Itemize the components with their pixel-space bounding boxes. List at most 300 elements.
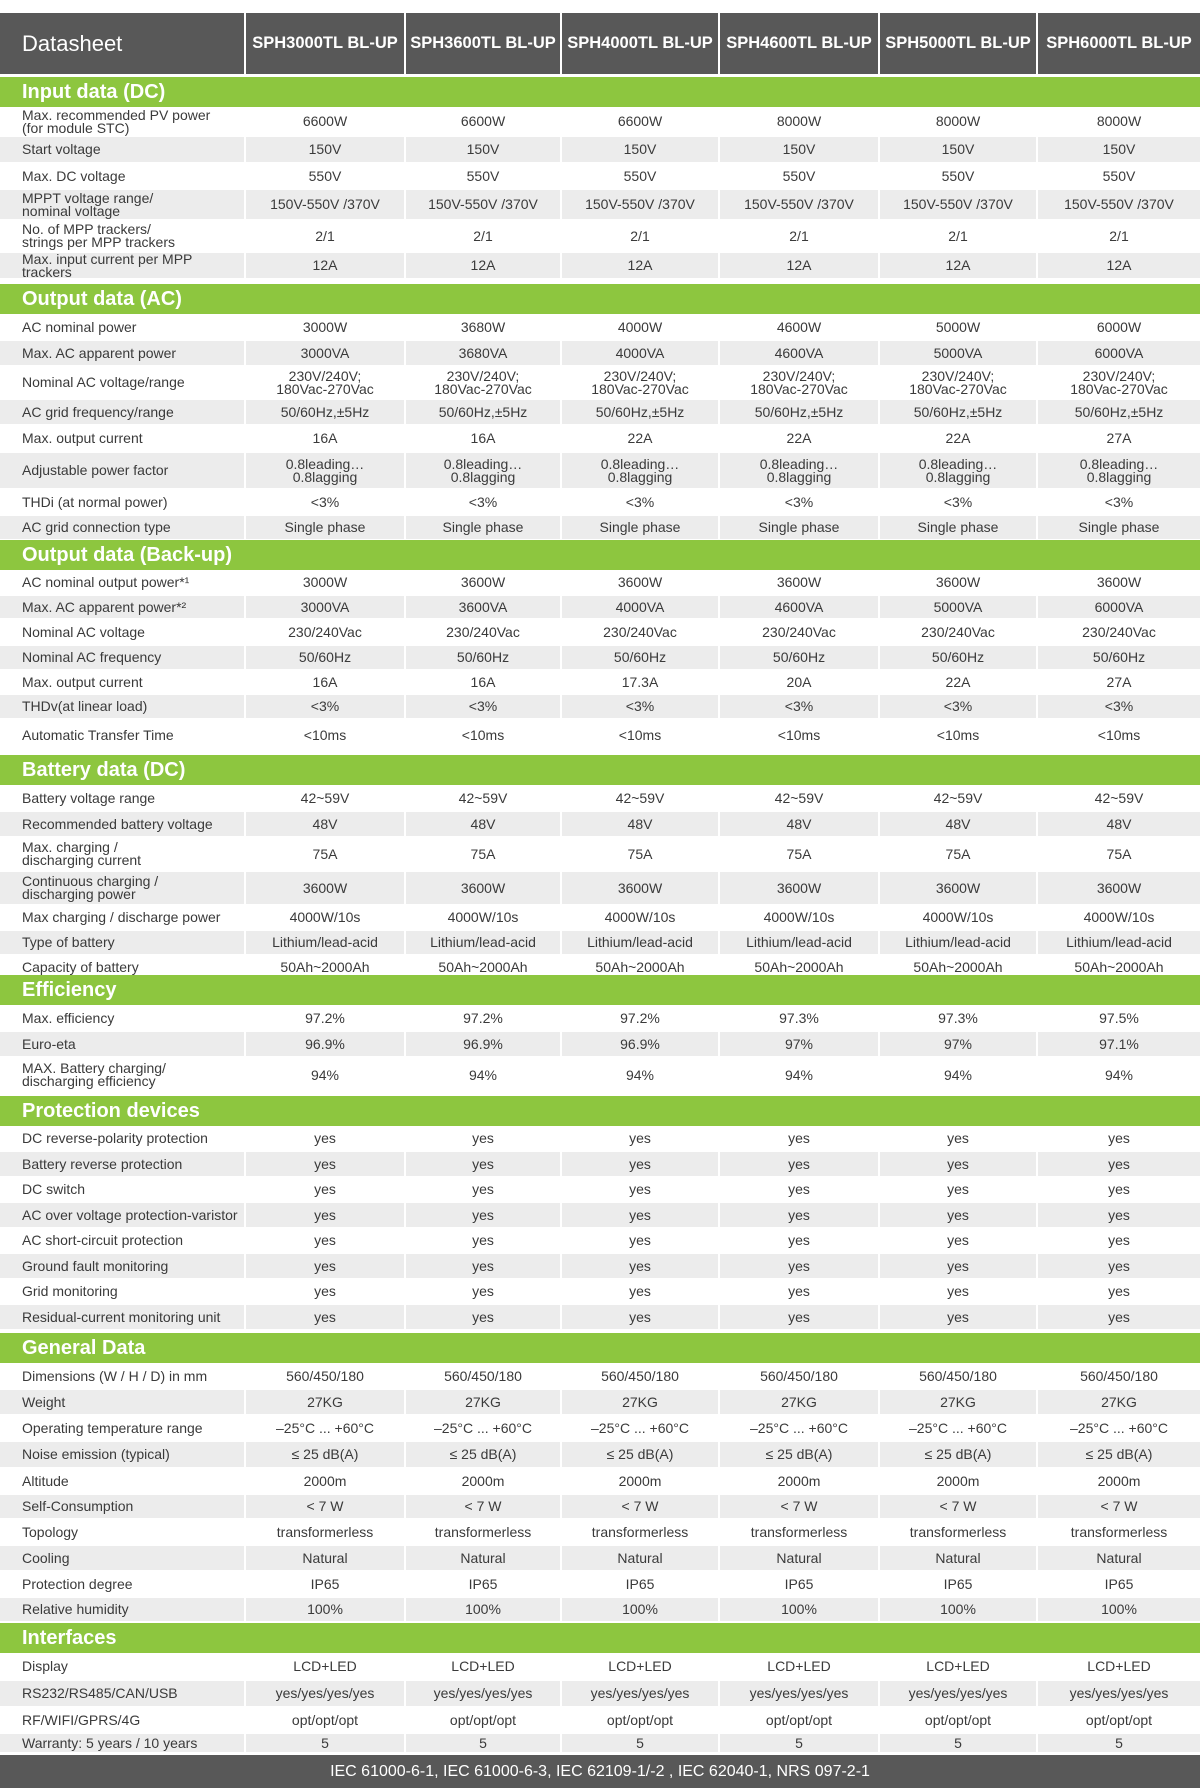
value-text: yes/yes/yes/yes [433, 1685, 533, 1701]
value-text: 2000m [1097, 1472, 1141, 1489]
row-label [0, 108, 244, 135]
value-text: 97.3% [938, 1009, 978, 1026]
value-text: 8000W [776, 113, 822, 129]
value-text: <10ms [777, 726, 821, 743]
value-cell [1038, 137, 1200, 162]
value-text: 0.8leading… 0.8lagging [918, 455, 998, 485]
value-text: 12A [470, 257, 496, 273]
value-text: yes [314, 1181, 336, 1197]
value-cell [1038, 1254, 1200, 1278]
value-cell [1038, 1006, 1200, 1030]
value-text: 94% [310, 1066, 340, 1083]
value-cell [720, 1442, 878, 1467]
value-text: 150V-550V /370V [270, 196, 380, 212]
value-text: < 7 W [1100, 1498, 1138, 1514]
value-cell [720, 367, 878, 398]
value-cell [880, 367, 1036, 398]
value-text: <3% [468, 698, 498, 714]
value-text: 50/60Hz,±5Hz [595, 403, 685, 420]
row-label [0, 1520, 244, 1544]
row-label-text: Max. charging / discharging current [22, 839, 142, 868]
value-text: yes [1108, 1232, 1130, 1248]
value-cell [562, 367, 718, 398]
row-label-text: DC switch [22, 1181, 86, 1197]
value-text: Natural [617, 1549, 663, 1566]
value-cell [406, 367, 560, 398]
value-cell [246, 453, 404, 488]
value-cell [406, 221, 560, 251]
value-cell [562, 931, 718, 954]
value-text: 150V [782, 141, 816, 157]
value-cell [562, 1152, 718, 1176]
value-cell [406, 838, 560, 870]
row-label [0, 1416, 244, 1440]
value-text: yes [788, 1130, 810, 1146]
value-text: 50/60Hz,±5Hz [438, 403, 528, 420]
value-cell [720, 1495, 878, 1518]
value-text: yes [788, 1308, 810, 1325]
value-text: Single phase [917, 519, 999, 535]
value-cell [406, 164, 560, 188]
value-text: yes [472, 1308, 494, 1325]
value-text: 4000VA [615, 344, 665, 361]
value-text: <3% [468, 493, 498, 510]
value-text: yes/yes/yes/yes [749, 1685, 849, 1701]
table-row [0, 838, 1200, 871]
value-cell [720, 1178, 878, 1201]
value-cell [1038, 1229, 1200, 1252]
value-text: yes [629, 1308, 651, 1325]
value-text: yes [629, 1130, 651, 1146]
value-cell [880, 1654, 1036, 1679]
value-text: 3000VA [300, 598, 350, 615]
value-cell [720, 596, 878, 618]
value-cell [562, 812, 718, 836]
table-row [0, 490, 1200, 515]
value-text: yes/yes/yes/yes [590, 1685, 690, 1701]
value-text: 50/60Hz,±5Hz [913, 403, 1003, 420]
value-cell [720, 1572, 878, 1596]
value-cell [1038, 341, 1200, 365]
value-cell [1038, 1127, 1200, 1150]
value-text: 2000m [618, 1472, 662, 1489]
value-text: 16A [312, 673, 338, 690]
value-cell [880, 1127, 1036, 1150]
value-cell [406, 1364, 560, 1388]
row-label-text: Ground fault monitoring [22, 1257, 169, 1274]
value-text: yes [788, 1257, 810, 1274]
certifications-footer: IEC 61000-6-1, IEC 61000-6-3, IEC 62109-1/-2 , IEC 62040-1, NRS 097-2-1 [0, 1755, 1200, 1788]
value-cell [562, 137, 718, 162]
value-cell [562, 1203, 718, 1227]
value-cell [562, 341, 718, 365]
table-row [0, 1390, 1200, 1415]
value-text: yes [629, 1283, 651, 1299]
value-cell [720, 720, 878, 750]
value-cell [406, 1058, 560, 1092]
value-text: 3600W [776, 879, 822, 896]
value-text: transformerless [434, 1523, 532, 1540]
value-text: transformerless [1070, 1523, 1168, 1540]
value-text: –25°C ... +60°C [750, 1419, 848, 1436]
row-label-text: Residual-current monitoring unit [22, 1308, 221, 1325]
value-cell [562, 1127, 718, 1150]
value-cell [1038, 671, 1200, 693]
value-cell [406, 906, 560, 929]
value-text: 2/1 [315, 227, 335, 244]
value-text: 5 [1115, 1734, 1123, 1751]
value-text: 3000VA [300, 344, 350, 361]
value-text: 2000m [777, 1472, 821, 1489]
value-text: 16A [470, 430, 496, 446]
row-label [0, 1598, 244, 1621]
value-cell [406, 1708, 560, 1732]
value-cell [406, 137, 560, 162]
row-label [0, 786, 244, 810]
value-text: LCD+LED [293, 1658, 357, 1674]
value-cell [1038, 1734, 1200, 1752]
value-cell [562, 1572, 718, 1596]
value-text: 150V-550V /370V [585, 196, 695, 212]
value-cell [1038, 1495, 1200, 1518]
row-label [0, 571, 244, 594]
value-text: 75A [945, 845, 971, 862]
value-text: 27A [1106, 430, 1132, 446]
value-text: 4600VA [774, 344, 824, 361]
row-label [0, 1127, 244, 1150]
value-text: <3% [784, 698, 814, 714]
value-cell [246, 341, 404, 365]
value-text: LCD+LED [608, 1658, 672, 1674]
value-text: 0.8leading… 0.8lagging [285, 455, 365, 485]
value-text: 3680W [460, 318, 506, 335]
value-text: 230V/240V; 180Vac-270Vac [434, 367, 532, 397]
value-cell [1038, 108, 1200, 135]
value-cell [562, 1546, 718, 1570]
value-text: yes [472, 1283, 494, 1299]
value-cell [246, 1572, 404, 1596]
value-text: 6600W [460, 113, 506, 129]
row-label [0, 250, 244, 280]
value-cell [1038, 1681, 1200, 1706]
value-cell [880, 1681, 1036, 1706]
value-text: yes [947, 1308, 969, 1325]
value-text: 3600W [460, 879, 506, 896]
row-label [0, 1006, 244, 1030]
table-row [0, 1416, 1200, 1441]
value-text: 230/240Vac [762, 623, 836, 640]
value-cell [880, 1058, 1036, 1092]
value-cell [720, 1254, 878, 1278]
value-text: 0.8leading… 0.8lagging [600, 455, 680, 485]
value-text: 3600W [1096, 574, 1142, 590]
table-row [0, 695, 1200, 719]
value-text: yes [1108, 1257, 1130, 1274]
value-cell [880, 838, 1036, 870]
value-text: 150V-550V /370V [903, 196, 1013, 212]
value-text: Natural [1096, 1549, 1142, 1566]
value-cell [720, 1654, 878, 1679]
table-row [0, 1203, 1200, 1228]
value-text: < 7 W [621, 1498, 659, 1514]
value-cell [562, 671, 718, 693]
value-cell [406, 571, 560, 594]
value-text: 0.8leading… 0.8lagging [759, 455, 839, 485]
value-cell [406, 596, 560, 618]
value-text: 560/450/180 [1080, 1367, 1158, 1384]
value-cell [720, 137, 878, 162]
value-text: yes [947, 1283, 969, 1299]
value-cell [880, 164, 1036, 188]
value-cell [1038, 1032, 1200, 1056]
value-cell [1038, 1469, 1200, 1493]
value-cell [1038, 786, 1200, 810]
value-cell [720, 1546, 878, 1570]
value-text: 6000VA [1094, 344, 1144, 361]
row-label-text: Weight [22, 1393, 66, 1410]
value-cell [720, 1520, 878, 1544]
value-text: 3600W [935, 574, 981, 590]
value-text: ≤ 25 dB(A) [449, 1446, 517, 1462]
value-cell [562, 695, 718, 718]
value-cell [880, 253, 1036, 278]
value-cell [720, 1598, 878, 1621]
row-label-text: Battery voltage range [22, 789, 156, 806]
value-text: ≤ 25 dB(A) [1085, 1446, 1153, 1462]
value-text: <3% [625, 698, 655, 714]
value-text: 6000VA [1094, 598, 1144, 615]
value-text: 100% [465, 1601, 501, 1617]
value-text: 4000W [617, 318, 663, 335]
value-cell [246, 1364, 404, 1388]
value-text: 4000W/10s [922, 909, 994, 925]
value-cell [406, 426, 560, 451]
value-text: yes [788, 1206, 810, 1223]
value-text: 150V [623, 141, 657, 157]
value-text: 4000W/10s [763, 909, 835, 925]
row-label [0, 1364, 244, 1388]
row-label [0, 426, 244, 451]
value-cell [406, 490, 560, 514]
value-cell [1038, 695, 1200, 718]
value-cell [880, 490, 1036, 514]
value-text: <10ms [303, 726, 347, 743]
value-cell [1038, 872, 1200, 904]
value-text: 3600VA [458, 598, 508, 615]
value-text: yes [629, 1181, 651, 1197]
value-text: 230/240Vac [288, 623, 362, 640]
value-cell [406, 671, 560, 693]
value-text: IP65 [625, 1575, 655, 1592]
value-cell [246, 1734, 404, 1752]
value-text: opt/opt/opt [1085, 1711, 1153, 1728]
value-cell [562, 1442, 718, 1467]
value-text: 2000m [936, 1472, 980, 1489]
value-text: 0.8leading… 0.8lagging [1079, 455, 1159, 485]
row-label [0, 137, 244, 162]
value-text: 3600W [1096, 879, 1142, 896]
row-label-text: AC nominal power [22, 318, 137, 335]
value-cell [246, 1416, 404, 1440]
value-cell [880, 1254, 1036, 1278]
value-text: –25°C ... +60°C [909, 1419, 1007, 1436]
value-text: 97.3% [779, 1009, 819, 1026]
value-text: 42~59V [774, 789, 824, 806]
row-label [0, 838, 244, 870]
value-cell [246, 596, 404, 618]
value-cell [406, 1469, 560, 1493]
value-text: 5 [795, 1734, 803, 1751]
value-cell [720, 931, 878, 954]
value-text: 50Ah~2000Ah [754, 959, 844, 975]
value-text: 8000W [935, 113, 981, 129]
value-cell [880, 1280, 1036, 1303]
value-text: 50Ah~2000Ah [280, 959, 370, 975]
value-text: Natural [460, 1549, 506, 1566]
value-text: yes [1108, 1130, 1130, 1146]
value-cell [720, 221, 878, 251]
value-text: 230V/240V; 180Vac-270Vac [1070, 367, 1168, 397]
value-cell [406, 1254, 560, 1278]
table-row [0, 646, 1200, 670]
value-cell [246, 137, 404, 162]
value-text: Lithium/lead-acid [272, 934, 378, 950]
value-text: 22A [945, 430, 971, 446]
value-text: 27KG [307, 1393, 343, 1410]
value-cell [880, 315, 1036, 339]
row-label-text: AC short-circuit protection [22, 1232, 184, 1248]
table-row [0, 1127, 1200, 1151]
value-cell [406, 786, 560, 810]
table-row [0, 190, 1200, 220]
value-text: Lithium/lead-acid [905, 934, 1011, 950]
value-text: –25°C ... +60°C [276, 1419, 374, 1436]
value-cell [880, 1305, 1036, 1329]
value-cell [880, 1546, 1036, 1570]
table-header [0, 13, 1200, 74]
section-header: Battery data (DC) [0, 755, 1200, 785]
value-cell [720, 490, 878, 514]
value-text: 50/60Hz [931, 649, 985, 665]
value-cell [406, 190, 560, 219]
row-label [0, 341, 244, 365]
value-cell [406, 1734, 560, 1752]
value-text: –25°C ... +60°C [1070, 1419, 1168, 1436]
value-text: Lithium/lead-acid [746, 934, 852, 950]
row-label-text: MAX. Battery charging/ discharging efficiency [22, 1060, 166, 1089]
value-text: Lithium/lead-acid [430, 934, 536, 950]
value-cell [880, 620, 1036, 644]
value-text: 48V [470, 815, 496, 832]
value-text: 96.9% [305, 1035, 345, 1052]
value-cell [562, 1495, 718, 1518]
table-row [0, 1708, 1200, 1733]
value-text: 75A [1106, 845, 1132, 862]
row-label [0, 367, 244, 398]
value-text: 150V [466, 141, 500, 157]
row-label [0, 1254, 244, 1278]
value-cell [246, 221, 404, 251]
value-text: yes [629, 1232, 651, 1248]
table-row [0, 596, 1200, 619]
value-text: ≤ 25 dB(A) [291, 1446, 359, 1462]
value-cell [246, 906, 404, 929]
value-text: 12A [1106, 257, 1132, 273]
row-label [0, 453, 244, 488]
value-cell [880, 1178, 1036, 1201]
value-cell [1038, 1178, 1200, 1201]
value-cell [880, 931, 1036, 954]
value-cell [1038, 1442, 1200, 1467]
value-cell [406, 1654, 560, 1679]
row-label-text: Automatic Transfer Time [22, 726, 174, 743]
row-label [0, 190, 244, 219]
value-text: yes [947, 1130, 969, 1146]
model-header: SPH6000TL BL-UP [1038, 13, 1200, 74]
value-cell [246, 1708, 404, 1732]
value-cell [562, 1708, 718, 1732]
value-cell [1038, 1305, 1200, 1329]
row-label [0, 1495, 244, 1518]
value-cell [880, 1416, 1036, 1440]
table-row [0, 250, 1200, 280]
row-label-text: Protection degree [22, 1575, 133, 1592]
value-text: yes [947, 1155, 969, 1172]
value-text: Single phase [442, 519, 524, 535]
value-text: 48V [786, 815, 812, 832]
value-cell [720, 571, 878, 594]
value-cell [246, 516, 404, 539]
value-cell [562, 838, 718, 870]
value-text: yes [1108, 1155, 1130, 1172]
value-text: 16A [312, 430, 338, 446]
value-cell [720, 341, 878, 365]
value-text: transformerless [750, 1523, 848, 1540]
section-header: Interfaces [0, 1623, 1200, 1653]
value-cell [720, 838, 878, 870]
value-cell [1038, 164, 1200, 188]
table-row [0, 1305, 1200, 1330]
value-cell [562, 872, 718, 904]
value-text: yes [472, 1155, 494, 1172]
row-label [0, 596, 244, 618]
value-cell [246, 1654, 404, 1679]
value-text: 94% [1104, 1066, 1134, 1083]
value-cell [246, 620, 404, 644]
value-cell [880, 1495, 1036, 1518]
value-text: IP65 [943, 1575, 973, 1592]
row-label-text: No. of MPP trackers/ strings per MPP trackers [22, 221, 176, 250]
value-cell [406, 1006, 560, 1030]
value-text: <3% [1104, 493, 1134, 510]
value-text: LCD+LED [926, 1658, 990, 1674]
value-text: 230V/240V; 180Vac-270Vac [591, 367, 689, 397]
row-label [0, 1032, 244, 1056]
value-cell [246, 786, 404, 810]
value-cell [880, 426, 1036, 451]
value-text: 2/1 [789, 227, 809, 244]
value-cell [406, 1203, 560, 1227]
value-cell [880, 1708, 1036, 1732]
value-text: yes [788, 1181, 810, 1197]
value-cell [562, 620, 718, 644]
value-text: yes [314, 1155, 336, 1172]
value-text: 4600W [776, 318, 822, 335]
table-row [0, 453, 1200, 489]
value-cell [880, 341, 1036, 365]
row-label-text: Max. input current per MPP trackers [22, 250, 193, 280]
value-cell [720, 1006, 878, 1030]
